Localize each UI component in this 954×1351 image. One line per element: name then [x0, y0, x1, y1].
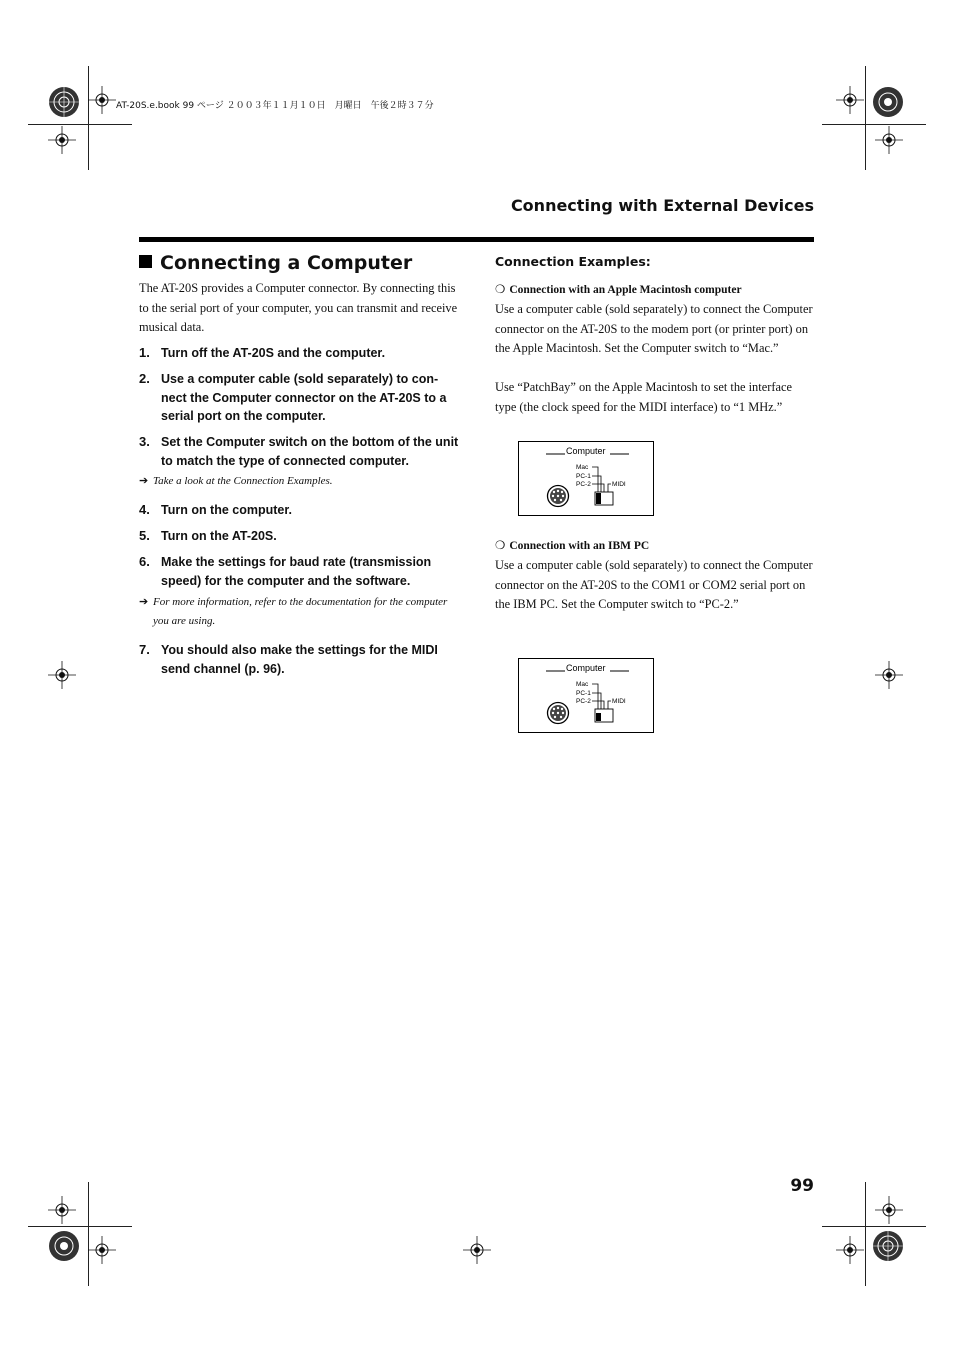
registration-target-icon — [48, 86, 80, 118]
registration-target-icon — [872, 1230, 904, 1262]
diagram-option-pc2: PC-2 — [576, 698, 591, 705]
diagram-option-pc1: PC-1 — [576, 690, 591, 697]
circle-bullet-icon: ❍ — [495, 540, 506, 552]
page-title — [139, 252, 412, 274]
ibm-paragraph: Use a computer cable (sold separately) to connect the Computer connector on the AT-20S to the COM1 or COM2 serial port on the IBM PC. Set the Computer switch to “PC-2.” — [495, 558, 813, 612]
step-number: 7. — [139, 642, 150, 657]
step-text: Set the Computer switch on the bottom of the unit to match the type of connected computer. — [161, 435, 459, 468]
top-rule — [139, 237, 814, 242]
square-bullet-icon — [139, 255, 152, 268]
arrow-right-icon: ➔ — [139, 596, 149, 608]
step-item — [139, 501, 461, 520]
crop-line — [88, 1182, 89, 1286]
step-number: 3. — [139, 434, 150, 449]
crop-line — [865, 66, 866, 170]
mac-paragraph: Use a computer cable (sold separately) to connect the Computer connector on the AT-20S to the modem port (or printer port) on the Apple Macintosh. Set the Computer switch to “Mac.” — [495, 302, 813, 356]
step-number: 2. — [139, 371, 150, 386]
registration-target-icon — [872, 86, 904, 118]
patchbay-paragraph: Use “PatchBay” on the Apple Macintosh to set the interface type (the clock speed for the MIDI interface) to “1 MHz.” — [495, 380, 792, 414]
ibm-subheading-text: Connection with an IBM PC — [509, 540, 650, 552]
crosshair-icon — [836, 1236, 864, 1264]
diagram-option-midi: MIDI — [612, 481, 626, 488]
crosshair-icon — [836, 86, 864, 114]
circle-bullet-icon: ❍ — [495, 284, 506, 296]
crosshair-icon — [88, 86, 116, 114]
crosshair-icon — [48, 661, 76, 689]
step-text: Make the settings for baud rate (transmission speed) for the computer and the software. — [161, 555, 432, 588]
step-number: 5. — [139, 528, 150, 543]
step-item — [139, 641, 461, 678]
crosshair-icon — [875, 661, 903, 689]
step-item — [139, 433, 461, 470]
switch-knob — [596, 713, 601, 721]
computer-switch-diagram-ibm — [518, 658, 654, 733]
note — [139, 593, 461, 631]
diagram-option-mac: Mac — [576, 681, 589, 688]
page-title-text: Connecting a Computer — [160, 252, 413, 274]
mac-subheading — [495, 282, 742, 296]
examples-heading: Connection Examples: — [495, 254, 651, 269]
crosshair-icon — [875, 1196, 903, 1224]
page-number: 99 — [790, 1176, 814, 1196]
note-text: For more information, refer to the documentation for the computer you are using. — [153, 596, 448, 627]
section-header: Connecting with External Devices — [510, 196, 814, 215]
crosshair-icon — [48, 1196, 76, 1224]
step-text: Turn on the AT-20S. — [161, 529, 277, 543]
step-number: 6. — [139, 554, 150, 569]
crop-line — [865, 1182, 866, 1286]
note-text: Take a look at the Connection Examples. — [153, 475, 333, 487]
registration-target-icon — [48, 1230, 80, 1262]
step-text: Use a computer cable (sold separately) to con-nect the Computer connector on the AT-20S to a serial port on the computer. — [161, 372, 447, 423]
arrow-right-icon: ➔ — [139, 475, 149, 487]
intro-paragraph: The AT-20S provides a Computer connector. By connecting this to the serial port of your computer, you can transmit and receive musical data. — [139, 281, 458, 334]
step-number: 1. — [139, 345, 150, 360]
step-number: 4. — [139, 502, 150, 517]
step-text: You should also make the settings for the MIDI send channel (p. 96). — [161, 643, 438, 676]
print-info: AT-20S.e.book 99 ページ ２００３年１１月１０日 月曜日 午後２時３７分 — [116, 101, 434, 111]
crop-line — [28, 124, 132, 125]
diagram-label: Computer — [566, 446, 606, 456]
crop-line — [822, 1226, 926, 1227]
mac-subheading-text: Connection with an Apple Macintosh computer — [509, 284, 742, 296]
computer-switch-diagram-mac — [518, 441, 654, 516]
step-item — [139, 344, 461, 363]
diagram-label: Computer — [566, 663, 606, 673]
step-item — [139, 527, 461, 546]
step-text: Turn on the computer. — [161, 503, 293, 517]
diagram-option-mac: Mac — [576, 464, 589, 471]
diagram-option-pc1: PC-1 — [576, 473, 591, 480]
step-item — [139, 370, 461, 426]
ibm-subheading — [495, 538, 649, 552]
crosshair-icon — [88, 1236, 116, 1264]
crosshair-icon — [875, 126, 903, 154]
crop-line — [88, 66, 89, 170]
diagram-option-pc2: PC-2 — [576, 481, 591, 488]
crop-line — [822, 124, 926, 125]
switch-knob — [596, 493, 601, 504]
crop-line — [28, 1226, 132, 1227]
crosshair-icon — [48, 126, 76, 154]
crosshair-icon — [463, 1236, 491, 1264]
step-item — [139, 553, 461, 590]
step-text: Turn off the AT-20S and the computer. — [161, 346, 386, 360]
note — [139, 472, 461, 491]
diagram-option-midi: MIDI — [612, 698, 626, 705]
